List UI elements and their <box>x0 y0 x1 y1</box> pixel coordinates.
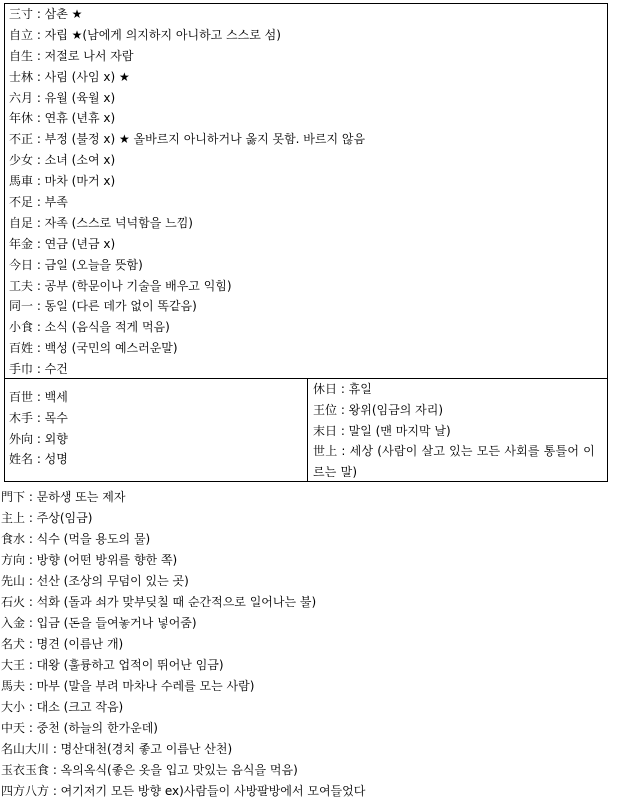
entry-row: 工夫 : 공부 (학문이나 기술을 배우고 익힘) <box>9 278 232 293</box>
entry-row: 今日 : 금일 (오늘을 뜻함) <box>9 257 143 272</box>
vocabulary-table-top <box>4 3 608 379</box>
vocabulary-table-split <box>4 378 608 482</box>
entry-row: 不正 : 부정 (불정 x) ★ 올바르지 아니하거나 옳지 못함. 바르지 않음 <box>9 132 366 147</box>
entry-row: 主上 : 주상(임금) <box>1 511 93 525</box>
entry-row: 年金 : 연금 (년금 x) <box>9 236 116 251</box>
entry-row: 姓名 : 성명 <box>9 452 68 467</box>
entry-row: 四方八方 : 여기저기 모든 방향 ex)사람들이 사방팔방에서 모여들었다 <box>1 784 366 798</box>
entry-row: 同一 : 동일 (다른 데가 없이 똑같음) <box>9 299 197 314</box>
entry-row: 方向 : 방향 (어떤 방위를 향한 쪽) <box>1 553 178 567</box>
right-column <box>308 379 607 481</box>
entry-row: 自足 : 자족 (스스로 넉넉함을 느낌) <box>9 215 193 230</box>
entry-row: 食水 : 식수 (먹을 용도의 물) <box>1 532 151 546</box>
entry-row: 年休 : 연휴 (년휴 x) <box>9 111 116 126</box>
entry-row: 名山大川 : 명산대천(경치 좋고 이름난 산천) <box>1 742 233 756</box>
entry-row: 士林 : 사림 (사임 x) ★ <box>9 69 130 84</box>
entry-row: 大王 : 대왕 (훌륭하고 업적이 뛰어난 임금) <box>1 658 224 672</box>
entry-row: 入金 : 입금 (돈을 들여놓거나 넣어줌) <box>1 616 197 630</box>
entry-row: 王位 : 왕위(임금의 자리) <box>313 402 443 417</box>
entry-row: 先山 : 선산 (조상의 무덤이 있는 곳) <box>1 574 189 588</box>
entry-row: 木手 : 목수 <box>9 410 68 425</box>
left-column <box>5 379 308 481</box>
entry-row: 玉衣玉食 : 옥의옥식(좋은 옷을 입고 맛있는 음식을 먹음) <box>1 763 298 777</box>
entry-row: 自生 : 저절로 나서 자람 <box>9 48 134 63</box>
entry-row: 世上 : 세상 (사람이 살고 있는 모든 사회를 통틀어 이르는 말) <box>313 444 595 480</box>
entry-row: 門下 : 문하생 또는 제자 <box>1 490 126 504</box>
entry-row: 石火 : 석화 (돌과 쇠가 맞부딪칠 때 순간적으로 일어나는 불) <box>1 595 317 609</box>
entry-row: 馬車 : 마차 (마거 x) <box>9 174 116 189</box>
entry-row: 外向 : 외향 <box>9 431 68 446</box>
entry-row: 不足 : 부족 <box>9 195 68 210</box>
vocabulary-list-lower <box>1 487 615 802</box>
entry-row: 百姓 : 백성 (국민의 예스러운말) <box>9 341 178 356</box>
entry-row: 大小 : 대소 (크고 작음) <box>1 700 124 714</box>
entry-row: 少女 : 소녀 (소여 x) <box>9 153 116 168</box>
entry-row: 休日 : 휴일 <box>313 382 372 396</box>
entry-row: 手巾 : 수건 <box>9 362 68 377</box>
entry-row: 名犬 : 명견 (이름난 개) <box>1 637 124 651</box>
entry-row: 小食 : 소식 (음식을 적게 먹음) <box>9 320 170 335</box>
entry-row: 末日 : 말일 (맨 마지막 날) <box>313 423 451 438</box>
entry-row: 中天 : 중천 (하늘의 한가운데) <box>1 721 158 735</box>
entry-row: 六月 : 유월 (육월 x) <box>9 90 116 105</box>
entry-row: 三寸 : 삼촌 ★ <box>9 7 83 21</box>
entry-row: 百世 : 백세 <box>9 390 68 404</box>
entry-row: 馬夫 : 마부 (말을 부려 마차나 수레를 모는 사람) <box>1 679 255 693</box>
entry-row: 自立 : 자립 ★(남에게 의지하지 아니하고 스스로 섬) <box>9 27 281 42</box>
